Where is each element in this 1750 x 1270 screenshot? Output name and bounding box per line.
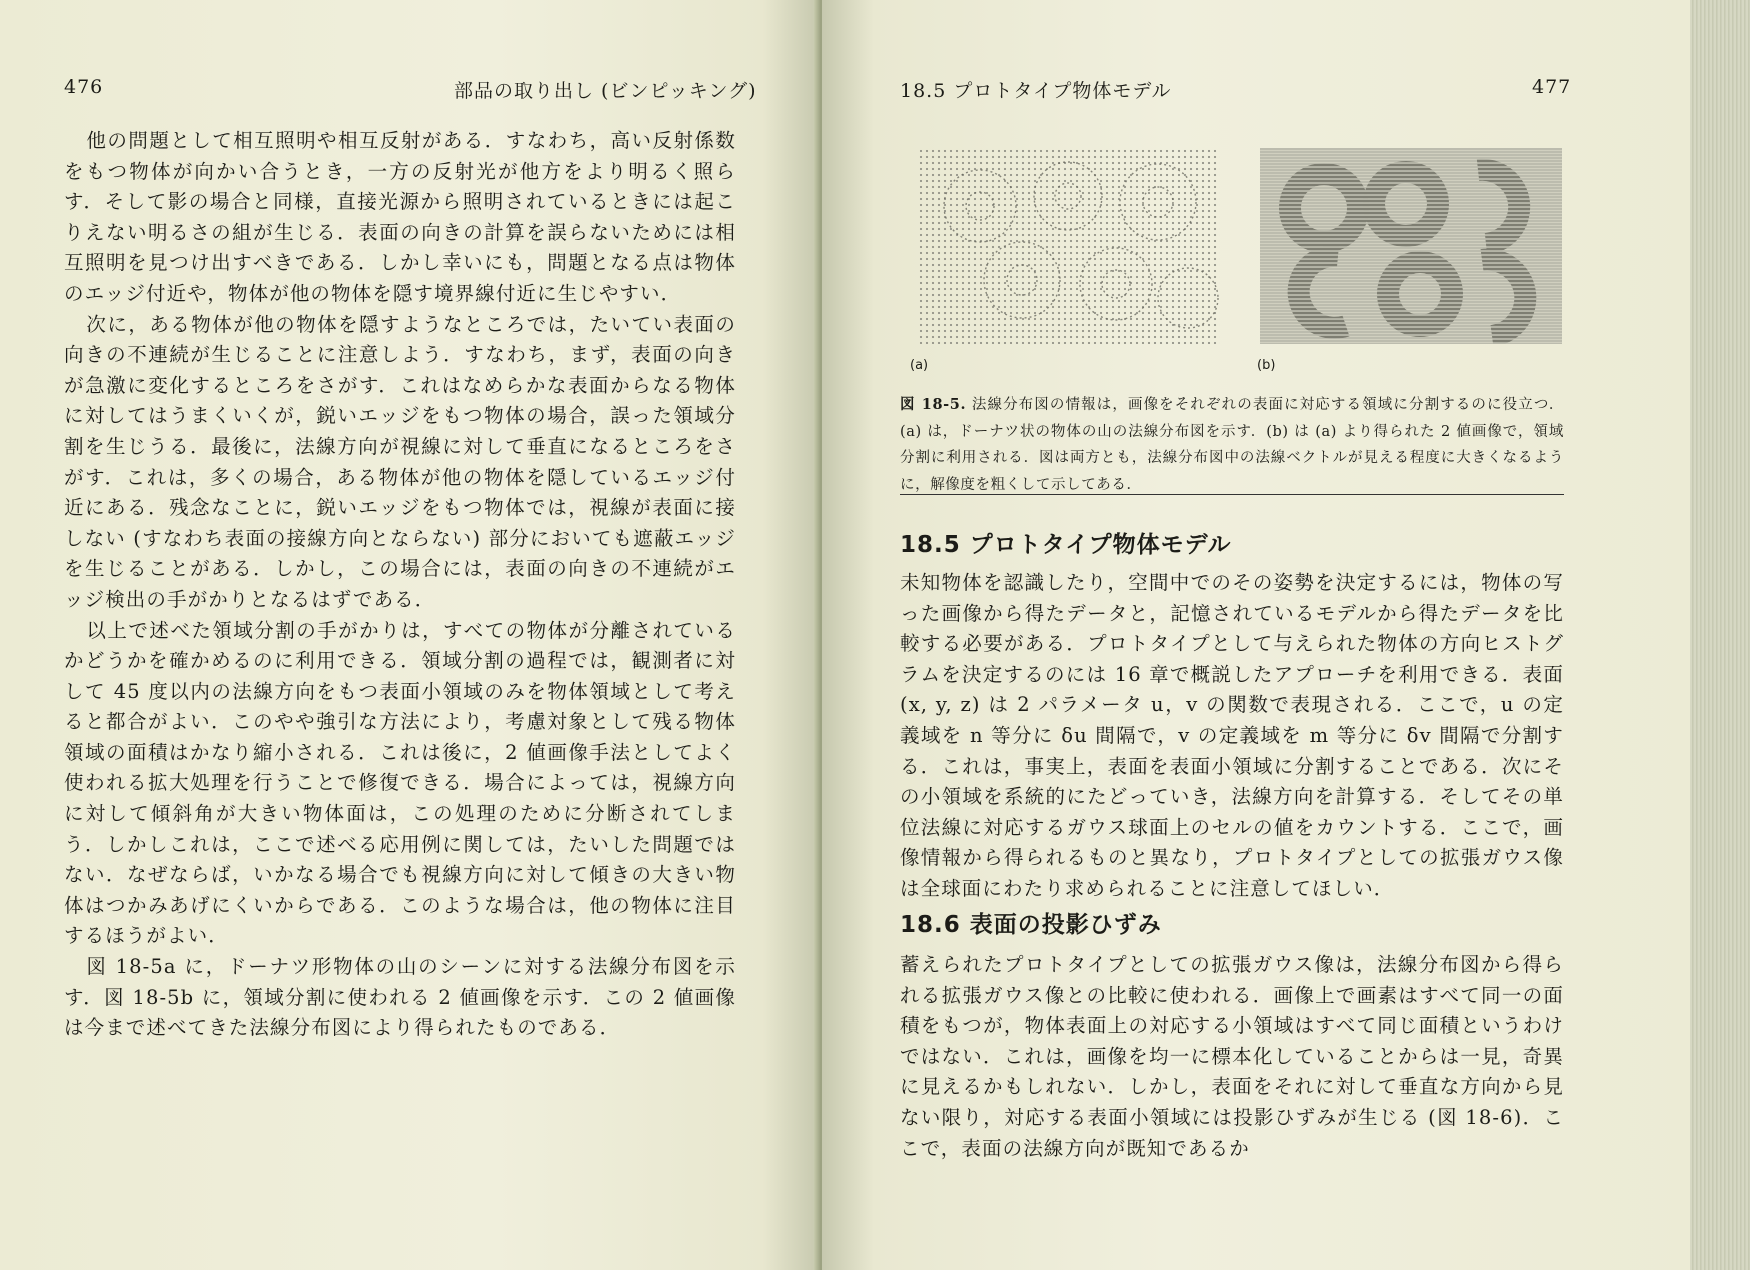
right-running-head: 18.5 プロトタイプ物体モデル (900, 80, 1172, 102)
figure-label-a: (a) (910, 358, 929, 373)
left-page-number: 476 (64, 76, 104, 98)
section-heading-18-5: 18.5 プロトタイプ物体モデル (900, 532, 1232, 558)
left-paragraph-2: 次に，ある物体が他の物体を隠すようなところでは，たいてい表面の向きの不連続が生じることに注意しよう．すなわち，まず，表面の向きが急激に変化するところをさがす．これはなめらかな表面からなる物体に対してはうまくいくが，鋭いエッジをもつ物体の場合，誤った領域分割を生じうる．最後に，法線方向が視線に対して垂直になるところをさがす．これは，多くの場合，ある物体が他の物体を隠しているエッジ付近にある．残念なことに，鋭いエッジをもつ物体では，視線が表面に接しない (すなわち表面の接線方向とならない) 部分においても遮蔽エッジを生じることがある．しかし，この場合には，表面の向きの不連続がエッジ検出の手がかりとなるはずである． (64, 312, 736, 611)
figure-label-b: (b) (1257, 358, 1276, 373)
right-page-number: 477 (1532, 76, 1572, 98)
section-heading-18-6: 18.6 表面の投影ひずみ (900, 912, 1162, 938)
figure-caption-text: 法線分布図の情報は，画像をそれぞれの表面に対応する領域に分割するのに役立つ．(a) は，ドーナツ状の物体の山の法線分布図を示す．(b) は (a) より得られた 2 値画像で，領域分割に利用される．図は両方とも，法線分布図中の法線ベクトルが見える程度に大きくなるように，解像度を粗くして示してある． (900, 397, 1564, 493)
figure-18-5b-binary-image (1260, 148, 1562, 344)
section-18-6-body (900, 950, 1564, 1164)
left-body-text (64, 126, 736, 1044)
figure-18-5a-needle-diagram (918, 148, 1220, 344)
section-18-5-body (900, 568, 1564, 905)
left-paragraph-1: 他の問題として相互照明や相互反射がある．すなわち，高い反射係数をもつ物体が向かい合うとき，一方の反射光が他方をより明るく照らす．そして影の場合と同様，直接光源から照明されているときには起こりえない明るさの組が生じる．表面の向きの計算を誤らないためには相互照明を見つけ出すべきである．しかし幸いにも，問題となる点は物体のエッジ付近や，物体が他の物体を隠す境界線付近に生じやすい． (64, 129, 736, 305)
figure-caption-number: 図 18-5. (900, 396, 967, 413)
left-running-head: 部品の取り出し (ビンピッキング) (454, 80, 757, 102)
section-18-5-paragraph: 未知物体を認識したり，空間中でのその姿勢を決定するには，物体の写った画像から得たデータと，記憶されているモデルから得たデータを比較する必要がある．プロトタイプとして与えられた物体の方向ヒストグラムを決定するのには 16 章で概説したアプローチを利用できる．表面 (x, y, z) は 2 パラメータ u，v の関数で表現される．ここで，u の定義域を n 等分に δu 間隔で，v の定義域を m 等分に δv 間隔で分割する．これは，事実上，表面を表面小領域に分割することである．次にその小領域を系統的にたどっていき，法線方向を計算する．そしてその単位法線に対応するガウス球面上のセルの値をカウントする．ここで，画像情報から得られるものと異なり，プロトタイプとしての拡張ガウス像は全球面にわたり求められることに注意してほしい． (900, 571, 1564, 900)
section-18-6-paragraph: 蓄えられたプロトタイプとしての拡張ガウス像は，法線分布図から得られる拡張ガウス像との比較に使われる．画像上で画素はすべて同一の面積をもつが，物体表面上の対応する小領域はすべて同じ面積というわけではない．これは，画像を均一に標本化していることからは一見，奇異に見えるかもしれない．しかし，表面をそれに対して垂直な方向から見ない限り，対応する表面小領域には投影ひずみが生じる (図 18-6)．ここで，表面の法線方向が既知であるか (900, 953, 1564, 1160)
left-paragraph-4: 図 18-5a に，ドーナツ形物体の山のシーンに対する法線分布図を示す．図 18-5b に，領域分割に使われる 2 値画像を示す．この 2 値画像は今まで述べてきた法線分布図により得られたものである． (64, 955, 736, 1040)
figure-caption (900, 392, 1564, 498)
book-page-edges (1690, 0, 1750, 1270)
left-page (0, 0, 820, 1270)
left-paragraph-3: 以上で述べた領域分割の手がかりは，すべての物体が分離されているかどうかを確かめるのに利用できる．領域分割の過程では，観測者に対して 45 度以内の法線方向をもつ表面小領域のみを物体領域として考えると都合がよい．このやや強引な方法により，考慮対象として残る物体領域の面積はかなり縮小される．これは後に，2 値画像手法としてよく使われる拡大処理を行うことで修復できる．場合によっては，視線方向に対して傾斜角が大きい物体面は，この処理のために分断されてしまう．しかしこれは，ここで述べる応用例に関しては，たいした問題ではない．なぜならば，いかなる場合でも視線方向に対して傾きの大きい物体はつかみあげにくいからである．このような場合は，他の物体に注目するほうがよい． (64, 618, 736, 948)
needle-diagram-graphic (918, 148, 1220, 344)
binary-image-graphic (1260, 148, 1562, 344)
caption-rule-divider (900, 494, 1564, 495)
